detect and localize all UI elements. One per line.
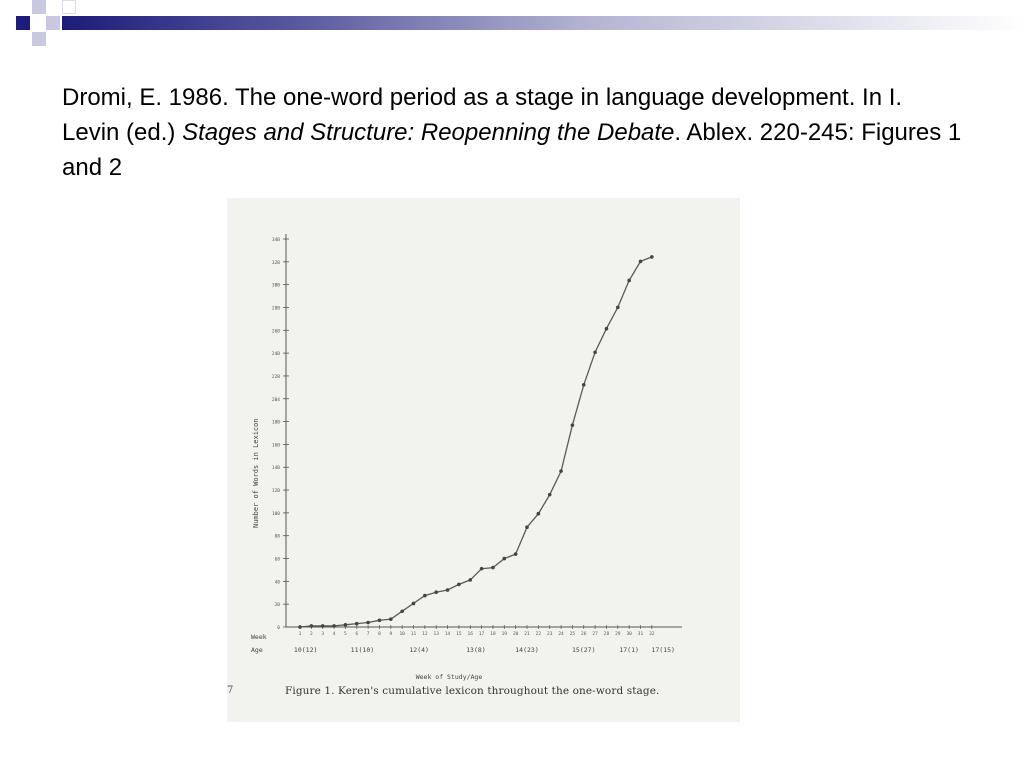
citation-part2: . Ablex. 220-245: Figures 1 and 2 xyxy=(62,119,962,181)
x-tick-label: 28 xyxy=(603,632,610,637)
y-tick-label: 34B xyxy=(271,238,280,243)
x-tick-label: 13 xyxy=(433,632,439,637)
data-point xyxy=(332,624,336,628)
x-tick-label: 22 xyxy=(535,632,542,637)
data-point xyxy=(605,327,609,331)
data-point xyxy=(593,350,597,354)
page-mark: 7 xyxy=(227,685,234,696)
header-gradient-bar xyxy=(62,16,1024,30)
data-point xyxy=(639,260,643,264)
data-point xyxy=(537,512,541,516)
data-point xyxy=(571,423,575,427)
x-tick-label: 24 xyxy=(558,632,564,637)
decor-square xyxy=(46,16,60,30)
data-point xyxy=(525,525,529,529)
data-point xyxy=(548,493,552,497)
y-tick-label: 16B xyxy=(271,443,280,449)
age-label: 11(10) xyxy=(350,646,375,654)
data-point xyxy=(559,469,563,473)
y-tick-label: 100 xyxy=(271,511,280,517)
age-label: 10(12) xyxy=(293,646,318,654)
y-tick-label: 12B xyxy=(271,489,280,495)
x-tick-label: 23 xyxy=(546,632,553,637)
data-point xyxy=(400,609,404,613)
data-point xyxy=(446,588,450,592)
header-decoration xyxy=(0,0,1024,64)
data-point xyxy=(480,567,484,571)
data-point xyxy=(514,552,518,556)
x-tick-label: 29 xyxy=(615,632,621,637)
citation-book-title: Stages and Structure: Reopenning the Debate xyxy=(182,119,675,146)
age-label: 14(23) xyxy=(515,646,539,654)
x-tick-label: 1 xyxy=(298,632,302,637)
data-point xyxy=(627,279,631,283)
data-point xyxy=(457,583,461,587)
citation-text xyxy=(62,80,962,185)
x-tick-label: 27 xyxy=(592,632,598,637)
age-label: 17(15) xyxy=(651,646,675,654)
data-point xyxy=(423,594,427,598)
age-labels xyxy=(294,646,675,654)
x-tick-label: 26 xyxy=(581,632,587,637)
x-tick-label: 16 xyxy=(467,632,473,637)
lexicon-data-points xyxy=(298,255,653,629)
x-tick-label: 6 xyxy=(355,632,359,637)
x-tick-label: 5 xyxy=(344,632,347,637)
figure-caption: Figure 1. Keren's cumulative lexicon throughout the one-word stage. xyxy=(285,685,660,697)
x-tick-label: 19 xyxy=(501,632,508,637)
x-tick-label: 3 xyxy=(321,632,325,637)
y-tick-label: 3BB xyxy=(271,283,280,289)
data-point xyxy=(468,578,472,582)
decor-square xyxy=(32,32,46,46)
y-tick-label: 28B xyxy=(271,306,280,312)
y-tick-label: 88 xyxy=(274,534,280,540)
y-tick-label: 0 xyxy=(277,626,280,631)
x-tick-label: 18 xyxy=(490,632,496,637)
x-tick-label: 2 xyxy=(309,632,313,637)
age-label: 13(8) xyxy=(466,646,486,654)
x-tick-label: 17 xyxy=(478,632,485,637)
x-tick-label: 20 xyxy=(512,632,519,637)
data-point xyxy=(310,624,314,628)
data-point xyxy=(321,624,325,628)
data-point xyxy=(616,306,620,310)
data-point xyxy=(378,618,382,622)
age-label: 15(27) xyxy=(572,646,596,654)
y-tick-label: 48 xyxy=(274,580,280,586)
data-point xyxy=(389,617,393,621)
data-point xyxy=(366,621,370,625)
y-tick-label: 68 xyxy=(274,557,280,563)
x-tick-label: 9 xyxy=(389,632,393,637)
data-point xyxy=(503,557,507,561)
data-point xyxy=(344,623,348,627)
age-label: 12(4) xyxy=(409,646,429,654)
decor-square xyxy=(62,0,76,14)
x-tick-label: 31 xyxy=(637,632,644,637)
age-label: 17(1) xyxy=(619,646,639,654)
y-tick-label: 22B xyxy=(271,374,280,380)
decor-square xyxy=(32,0,46,14)
x-tick-label: 11 xyxy=(410,632,417,637)
data-point xyxy=(355,622,359,626)
x-tick-label: 21 xyxy=(524,632,530,637)
x-axis-label: Week of Study/Age xyxy=(415,673,483,681)
data-point xyxy=(412,602,416,606)
decor-square xyxy=(16,16,30,30)
x-tick-label: 30 xyxy=(626,632,632,637)
x-tick-label: 4 xyxy=(332,632,336,637)
y-axis-label: Number of Words in Lexicon xyxy=(252,418,260,528)
y-tick-label: 18B xyxy=(271,420,280,426)
age-row-label: Age xyxy=(251,646,263,654)
x-tick-label: 25 xyxy=(569,632,576,637)
x-tick-label: 8 xyxy=(378,632,381,637)
data-point xyxy=(491,566,495,570)
y-tick-label: 2B4 xyxy=(271,397,280,403)
x-tick-label: 15 xyxy=(456,632,462,637)
citation-part1: Dromi, E. 1986. The one-word period as a stage in language development. In I. Levin (ed.) xyxy=(62,84,903,146)
x-tick-label: 12 xyxy=(422,632,428,637)
lexicon-series-line xyxy=(300,257,652,627)
week-row-label: Week xyxy=(251,633,267,641)
cumulative-lexicon-chart xyxy=(227,198,740,722)
x-tick-label: 7 xyxy=(366,632,370,637)
x-tick-label: 32 xyxy=(649,632,655,637)
y-tick-label: 2B xyxy=(274,603,280,609)
data-point xyxy=(582,383,586,387)
data-point xyxy=(650,255,654,259)
y-tick-label: 32B xyxy=(271,260,280,266)
x-tick-label: 10 xyxy=(399,632,405,637)
scanned-figure xyxy=(227,198,740,722)
y-tick-label: 24B xyxy=(271,352,280,358)
data-point xyxy=(434,590,438,594)
y-tick-label: 14B xyxy=(271,466,280,472)
y-tick-label: 26B xyxy=(271,329,280,335)
x-tick-label: 14 xyxy=(444,632,451,637)
data-point xyxy=(298,625,302,629)
